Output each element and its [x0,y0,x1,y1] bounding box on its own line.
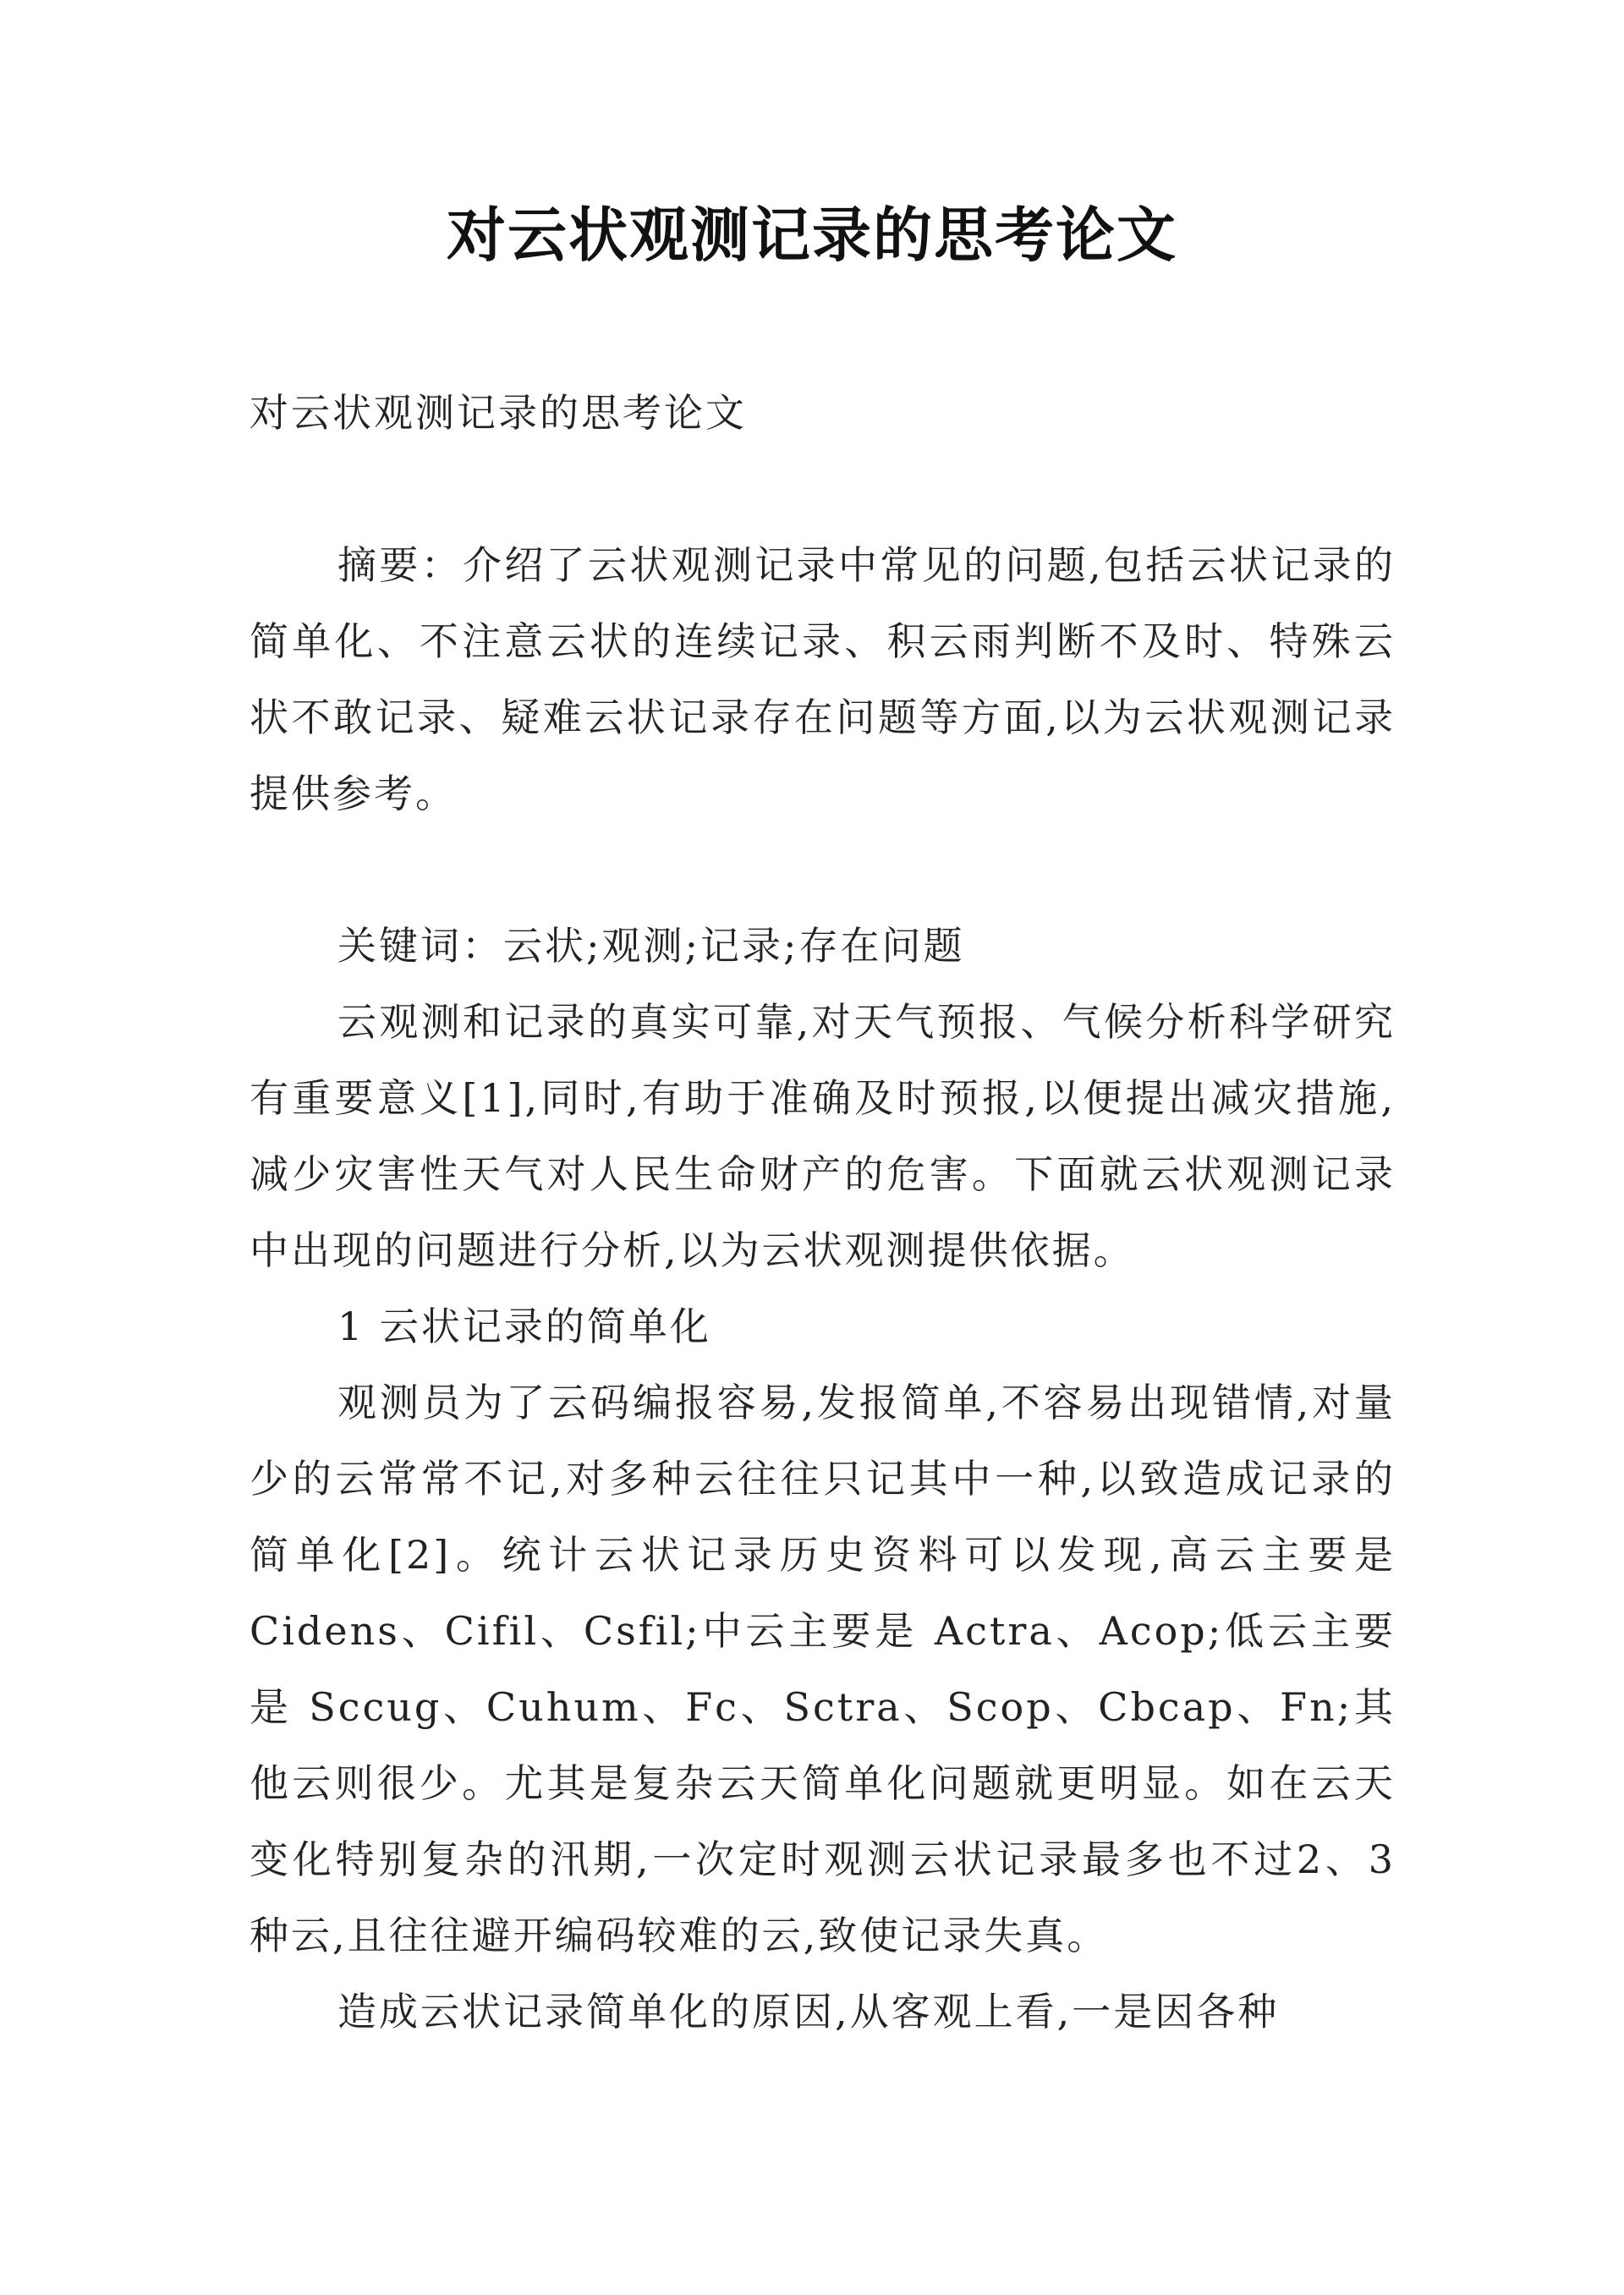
document-subtitle: 对云状观测记录的思考论文 [250,390,747,436]
document-title: 对云状观测记录的思考论文 [447,200,1177,270]
abstract-paragraph: 摘要：介绍了云状观测记录中常见的问题,包括云状记录的简单化、不注意云状的连续记录、积云雨判断不及时、特殊云状不敢记录、疑难云状记录存在问题等方面,以为云状观测记录提供参考。 [250,542,1396,816]
document-body [250,375,1396,2050]
keywords-paragraph: 关键词：云状;观测;记录;存在问题 [337,923,965,969]
section-1-heading: 1 云状记录的简单化 [337,1304,711,1349]
section-1-paragraph-2: 造成云状记录简单化的原因,从客观上看,一是因各种 [337,1989,1280,2034]
section-1-paragraph-1: 观测员为了云码编报容易,发报简单,不容易出现错情,对量少的云常常不记,对多种云往往只记其中一种,以致造成记录的简单化[2]。统计云状记录历史资料可以发现,高云主要是 Cidens、Cifil、Csfil;中云主要是 Actra、Acop;低云主要是 Sccug、Cuhum、Fc、Sctra、Scop、Cbcap、Fn;其他云则很少。尤其是复杂云天简单化问题就更明显。如在云天变化特别复杂的汛期,一次定时观测云状记录最多也不过2、3 种云,且往往避开编码较难的云,致使记录失真。 [250,1380,1396,1958]
intro-paragraph: 云观测和记录的真实可靠,对天气预报、气候分析科学研究有重要意义[1],同时,有助于准确及时预报,以便提出减灾措施,减少灾害性天气对人民生命财产的危害。下面就云状观测记录中出现的问题进行分析,以为云状观测提供依据。 [250,999,1396,1273]
